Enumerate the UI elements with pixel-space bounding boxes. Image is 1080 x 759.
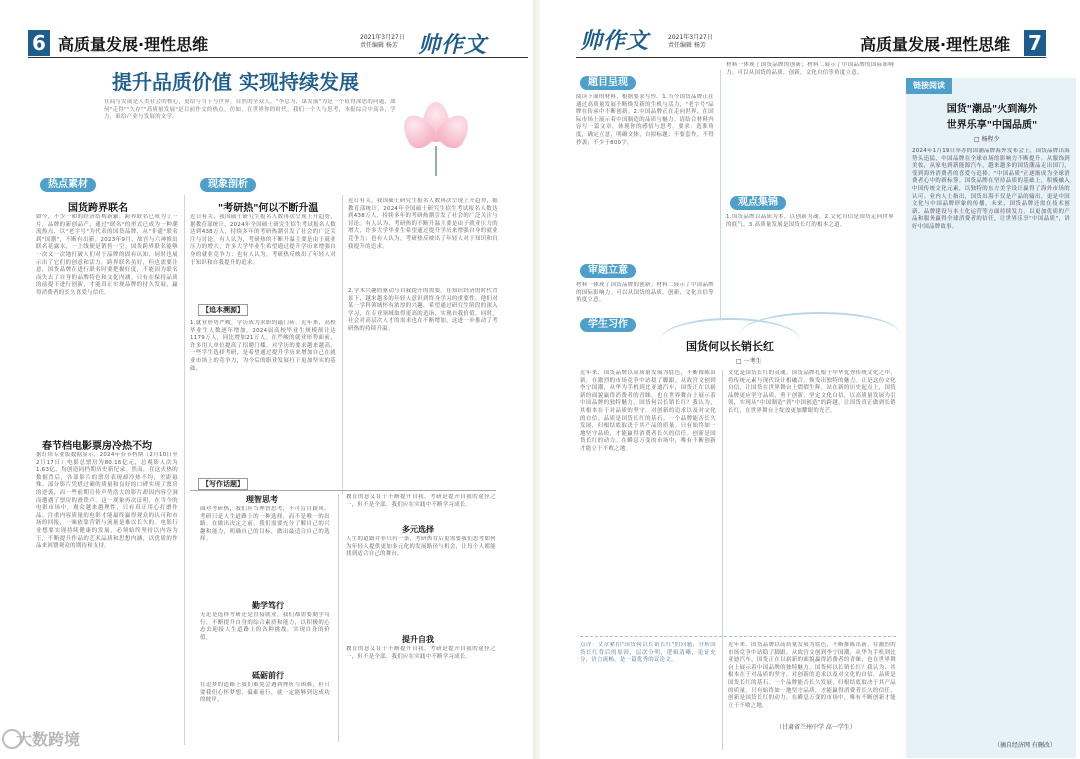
topic-self-improve: 提升自我: [402, 635, 434, 644]
article-boxoffice-text: 据灯塔专业版数据显示，2024年春节档期（2月10日至2月17日）电影总票房为80.16亿元，总观影人次为1.63亿，均创造同档期历史新纪录。然而，在这火热的数据背后，各部影片的票房表现却冷热不均，差距悬殊。部分影片凭借过硬的质量和良好的口碑实现了票房的逆袭，而一些前期宣传声势浩大的影片却因内容空洞而遭遇了票房的滑铁卢。这一现象再次证明，在当今的电影市场中，观众越来越理性，只有真正用心打磨作品、注重内容质量的电影才能最终赢得观众的认可和市场的回报，一味依靠营销与流量是难以长久的。电影行业想要实现持续健康的发展，必须始终坚持以内容为王，不断提升作品的艺术品质和思想内涵，以优质的作品来回馈观众的期待和支持。: [36, 452, 178, 550]
angle-text-2: 材料一体现了国货品牌的创新；材料二展示了中国品牌的国际影响力。可以从国货的品质、创新、文化自信等角度立意。: [726, 62, 894, 76]
section-topic: 题目呈现: [580, 76, 636, 90]
origin-text: 1.就业形势严峻，学历成为求职的敲门砖。近年来，高校毕业生人数逐年增加，2024届高校毕业生规模预计达1179万人，同比增加21万人。在严峻的就业形势面前，许多用人单位提高了招聘门槛，对学历的要求越来越高。一些学生选择考研，是希望通过提升学历来增加自己在就业市场上的竞争力，为今后的职业发展打下更加坚实的基础。: [190, 320, 336, 372]
sidebar-source: （摘自经济网 有删改）: [994, 742, 1056, 749]
topic-intro-text: 教育的意义在于不断提升自我，考研是提升自我的途径之一，但不是全部，我们应在实践中不断学习成长。: [346, 494, 496, 508]
editor-credit: 责任编辑 杨芳: [360, 42, 398, 49]
section-student-essay: 学生习作: [580, 318, 636, 332]
editor-credit: 责任编辑 杨芳: [668, 42, 706, 49]
topic-rational-thinking: 理智思考: [246, 495, 278, 504]
header-rule: [28, 57, 528, 58]
sidebar-title-line-2: 世界乐享"中国品质": [946, 120, 1038, 131]
section-viewpoints: 观点集锦: [730, 196, 786, 210]
topic-diligent: 勤学笃行: [252, 601, 284, 610]
essay-text-2: 文化是国货长红的灵魂。国货品牌扎根于中华优秀传统文化之中，将传统元素与现代设计相融合，焕发出独特的魅力。正是这份文化自信，让国货在世界舞台上熠熠生辉。站在新的历史起点上，国货品牌更应坚守品质、勇于创新、坚定文化自信，以高质量发展为引领，实现从"中国制造"到"中国创造"的跨越，让国货真正做到长销长红，在世界舞台上绽放更加耀眼的光芒。: [728, 370, 896, 414]
lotus-illustration: [398, 96, 478, 176]
essay-school: （甘肃省兰州中学 高一学生）: [776, 724, 856, 731]
masthead-logo: 帅作文: [580, 28, 650, 54]
topic-persevere-text: 在追梦的道路上我们难免会遇到挫折与困难，但只要我们心怀梦想、砥砺前行，就一定能够到达成功的彼岸。: [200, 682, 330, 704]
topic-self-improve-text: 教育的意义在于不断提升自我，考研是提升自我的途径之一，但不是全部，我们应在实践中不断学习成长。: [346, 646, 496, 660]
viewpoints-text: 1.国货品牌以品质为本，以创新为魂。2.文化自信是国货走向世界的底气。3.高质量发展是国货长红的根本之道。: [726, 214, 894, 228]
page-header-title: 高质量发展·理性思维: [860, 35, 1011, 54]
section-hot-materials: 热点素材: [40, 178, 96, 192]
page-number: 6: [28, 30, 50, 56]
main-headline: 提升品质价值 实现持续发展: [112, 70, 359, 94]
section-angle: 审题立意: [580, 264, 636, 278]
linked-reading-tab: 链接阅读: [906, 78, 952, 94]
header-rule: [576, 57, 1046, 58]
issue-date: 2021年3月27日: [668, 34, 713, 41]
watermark-text: 大数跨境: [16, 730, 81, 749]
essay-text-3: 近年来，国货品牌以高质量发展为底色，不断推陈出新，在激烈的市场竞争中站稳了脚跟。从故宫文创到李宁国潮，从华为手机到比亚迪汽车，国货正在以崭新的面貌赢得消费者的青睐，也在世界舞台上展示着中国品牌的独特魅力。国货何以长销长红？我认为，其根本在于对品质的坚守，对创新的追求以及对文化的自信。品质是国货长红的基石。一个品牌能否长久发展，归根结底取决于其产品的质量。只有始终如一地坚守品质，才能赢得消费者长久的信任。创新是国货长红的动力。在瞬息万变的市场中，唯有不断创新才能立于不败之地。: [728, 642, 896, 709]
article-cobrand-text: 如今，不少一和的经济结构新颖，跨界联名已成为了一片，品牌的新创品产，通过"联名"的形式已成为一种潮流热点，以"老字号"为代表的国货品牌，从"非遗"联名到"国潮"，不断有出新。2023年9月，故宫与六神推出联名花露水，一上线便是销售一空。国货跨界联名能够一次又一次地打破人们对于品牌的固有认知，同时也展示出了它们的创意和活力。跨界联名虽好，但也需要注意，国货品牌在进行联名时要把握好度，不能因为联名而失去了自身的品牌特色和文化内涵。只有在保持品质的前提下进行创新，才能真正实现品牌的持久发展，赢得消费者的长久喜爱与信任。: [36, 214, 178, 296]
angle-text: 材料一体现了国货品牌的创新；材料二展示了中国品牌的国际影响力。可以从国货的品质、创新、文化自信等角度立意。: [576, 282, 714, 304]
topic-rational-text: 面对考研热，我们应当理智思考，不可盲目跟风。考研只是人生道路上的一种选择，而不是唯一的出路。在做出决定之前，我们需要充分了解自己的兴趣和能力，明确自己的目标，做出最适合自己的选择。: [200, 506, 330, 543]
intro-paragraph: 在商与发展是人类社会的核心，更给与当下与世界，自然的全众人。"李总为，谋发展"为是一个值得深思的问题，如何"走得""久存""高质量发展"是目前作文的热点。仿如，在世界你的时代，我们一个人与思考，本报综合中高各，学力，谁给产业与发展的文学。: [104, 99, 396, 121]
sidebar-title-line-1: 国货"潮品"火到海外: [946, 104, 1038, 115]
writing-topic-label: 【写作话题】: [198, 478, 248, 490]
wave-decoration: [740, 312, 900, 334]
origin-label: 【追本溯源】: [198, 304, 248, 316]
origin-text-2: 2.学术兴趣的驱动与自我提升的需要。在知识经济的时代背景下，越来越多的年轻人意识到终身学习的重要性。他们对某一学科领域怀有浓厚的兴趣，希望通过研究生阶段的深入学习，在专业领域取得更高的造诣，实现自我价值。同时，社会对高层次人才的需求也在不断增加，这进一步推动了考研热的持续升温。: [348, 288, 498, 332]
article-kaoyan-text: 近日有关，我国硕士研究生报名人数再次呈现上升趋势，据教育部统计，2024年全国硕士研究生招生考试报名人数达到438万人，持续多年的考研热潮引发了社会的广泛关注与讨论。有人认为，考研热的不断升温主要是由于就业压力的增大，许多大学毕业生希望通过提升学历来增强自身的就业竞争力；也有人认为，考研热反映出了年轻人对于知识和自我提升的追求。: [190, 214, 336, 266]
essay-comment: 点评：文章紧扣"国货何以长销长红"的问题，分析国货长红背后的原因，层次分明，逻辑清晰，论证充分，语言流畅，是一篇优秀的议论文。: [580, 642, 716, 664]
page-number: 7: [1024, 30, 1046, 56]
essay-author: □ 一考生: [736, 358, 762, 365]
topic-text: 阅读下面的材料，根据要求写作。1.当今国货品牌正在通过高质量发展不断焕发新的生机与活力，"老字号"品牌在传承中不断创新。2.中国品牌正在走向世界，在国际市场上展示着中国制造的品质与魅力。请结合材料内容写一篇文章，体现你的感悟与思考。要求：选准角度，确定立意，明确文体，自拟标题；不要套作，不得抄袭；不少于800字。: [576, 94, 714, 146]
sidebar-author: □ 杨程少: [974, 136, 1000, 143]
topic-multiple: 多元选择: [402, 525, 434, 534]
article-boxoffice-title: 春节档电影票房冷热不均: [42, 441, 152, 452]
essay-title: 国货何以长销长红: [686, 340, 774, 353]
article-kaoyan-title: "考研热"何以不断升温: [218, 203, 319, 214]
page-header-title: 高质量发展·理性思维: [58, 35, 209, 54]
issue-date: 2021年3月27日: [360, 34, 405, 41]
topic-persevere: 砥砺前行: [252, 671, 284, 680]
article-cobrand-title: 国货跨界联名: [68, 203, 128, 214]
article-kaoyan-continued: 近日有关，我国硕士研究生报名人数再次呈现上升趋势，据教育部统计，2024年全国硕士研究生招生考试报名人数达到438万人，持续多年的考研热潮引发了社会的广泛关注与讨论。有人认为，考研热的不断升温主要是由于就业压力的增大，许多大学毕业生希望通过提升学历来增强自身的就业竞争力；也有人认为，考研热反映出了年轻人对于知识和自我提升的追求。: [348, 198, 498, 250]
section-phenomenon-analysis: 现象剖析: [200, 178, 256, 192]
topic-multiple-text: 人生的道路并非只有一条，考研热背后更需要我们思考如何为年轻人提供更加多元化的发展路径与机会，让每个人都能找到适合自己的舞台。: [346, 536, 496, 558]
topic-diligent-text: 无论是选择考研还是直接就业，我们都需要勤学笃行，不断提升自身的综合素质和能力，以积极的心态去迎接人生道路上的各种挑战，实现自身的价值。: [200, 612, 330, 641]
essay-text: 近年来，国货品牌以高质量发展为底色，不断推陈出新，在激烈的市场竞争中站稳了脚跟。从故宫文创到李宁国潮，从华为手机到比亚迪汽车，国货正在以崭新的面貌赢得消费者的青睐，也在世界舞台上展示着中国品牌的独特魅力。国货何以长销长红？我认为，其根本在于对品质的坚守，对创新的追求以及对文化的自信。品质是国货长红的基石。一个品牌能否长久发展，归根结底取决于其产品的质量。只有始终如一地坚守品质，才能赢得消费者长久的信任。创新是国货长红的动力。在瞬息万变的市场中，唯有不断创新才能立于不败之地。: [580, 370, 716, 452]
masthead-logo: 帅作文: [418, 32, 488, 58]
sidebar-text: 2024年1月19日举办的国潮品牌海外发布会上，国货品牌出海势头迅猛，中国品牌在全球市场的影响力不断提升。从服饰到美妆，从家电到新能源汽车，越来越多的国货潮品走出国门，受到海外消费者的喜爱与追捧。"中国品质"正逐渐成为全球消费者心中的新标签。国货品牌在坚持品质的基础上，积极融入中国传统文化元素，以独特的东方美学设计赢得了海外市场的认可。业内人士指出，国货出海不仅是产品的输出，更是中国文化与中国品牌形象的传播。未来，国货品牌还需在技术创新、品牌建设与本土化运营等方面持续发力，以更加优质的产品和服务赢得全球消费者的信任，让世界乐享"中国品质"，讲好中国品牌故事。: [912, 148, 1070, 230]
